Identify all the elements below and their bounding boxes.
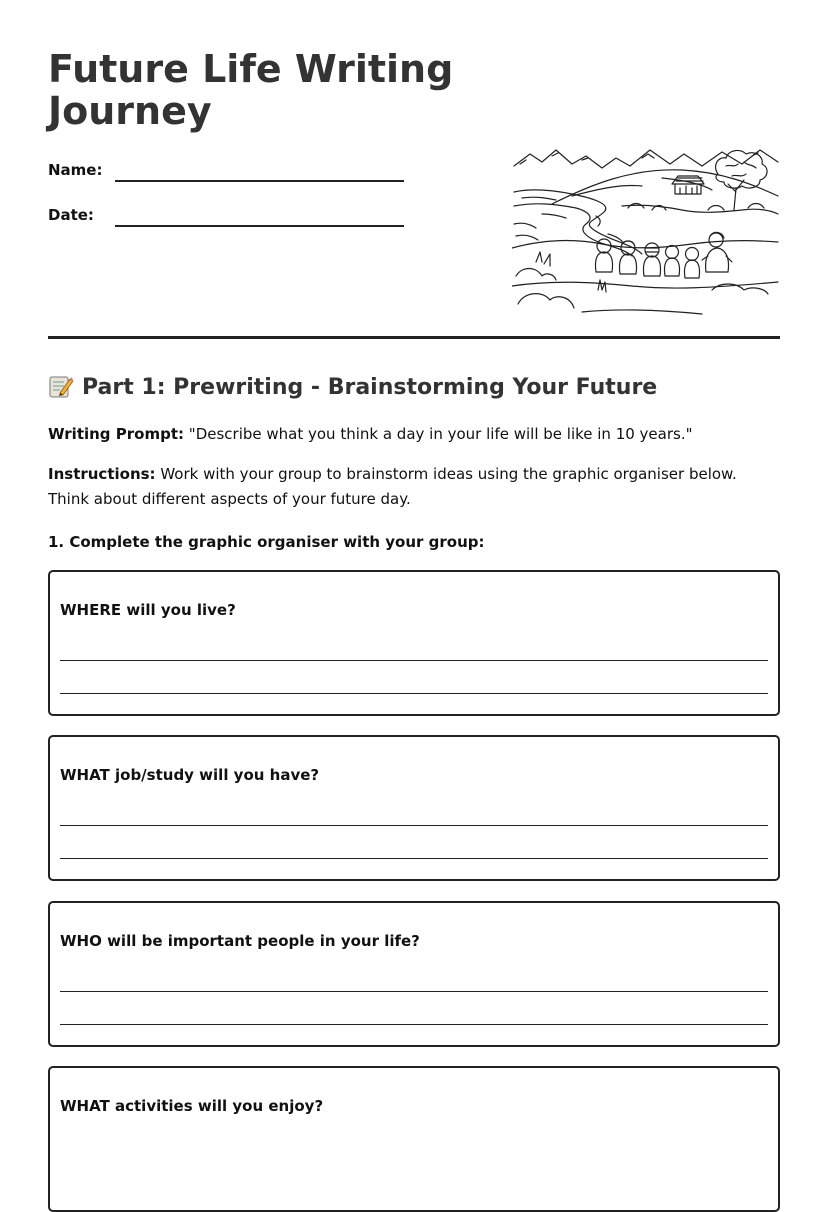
step-1-heading: 1. Complete the graphic organiser with your group: xyxy=(48,533,485,551)
instructions-text: Work with your group to brainstorm ideas using the graphic organiser below. Think about different aspects of your future day. xyxy=(48,465,737,508)
organiser-box-job xyxy=(48,735,780,881)
landscape-with-children-illustration xyxy=(512,144,780,318)
writing-prompt xyxy=(48,422,780,447)
name-write-line[interactable] xyxy=(115,180,404,182)
instructions xyxy=(48,462,780,512)
instructions-label: Instructions: xyxy=(48,465,156,483)
organiser-box-where xyxy=(48,570,780,716)
date-label: Date: xyxy=(48,206,94,224)
writing-prompt-label: Writing Prompt: xyxy=(48,425,185,443)
organiser-question: WHERE will you live? xyxy=(60,601,236,619)
memo-pencil-icon xyxy=(48,373,74,399)
answer-line[interactable] xyxy=(60,693,768,694)
organiser-question: WHAT activities will you enjoy? xyxy=(60,1097,324,1115)
writing-prompt-text: "Describe what you think a day in your life will be like in 10 years." xyxy=(188,425,693,443)
part1-heading-text: Part 1: Prewriting - Brainstorming Your Future xyxy=(82,375,658,400)
date-field[interactable] xyxy=(48,205,408,235)
answer-line[interactable] xyxy=(60,858,768,859)
section-divider xyxy=(48,336,780,339)
name-field[interactable] xyxy=(48,160,408,190)
organiser-box-activities xyxy=(48,1066,780,1212)
answer-line[interactable] xyxy=(60,825,768,826)
part1-heading xyxy=(48,372,657,404)
answer-line[interactable] xyxy=(60,991,768,992)
organiser-question: WHAT job/study will you have? xyxy=(60,766,320,784)
organiser-box-who xyxy=(48,901,780,1047)
answer-line[interactable] xyxy=(60,660,768,661)
name-label: Name: xyxy=(48,161,103,179)
answer-line[interactable] xyxy=(60,1024,768,1025)
organiser-question: WHO will be important people in your life? xyxy=(60,932,420,950)
date-write-line[interactable] xyxy=(115,225,404,227)
page-title: Future Life Writing Journey xyxy=(48,47,454,133)
